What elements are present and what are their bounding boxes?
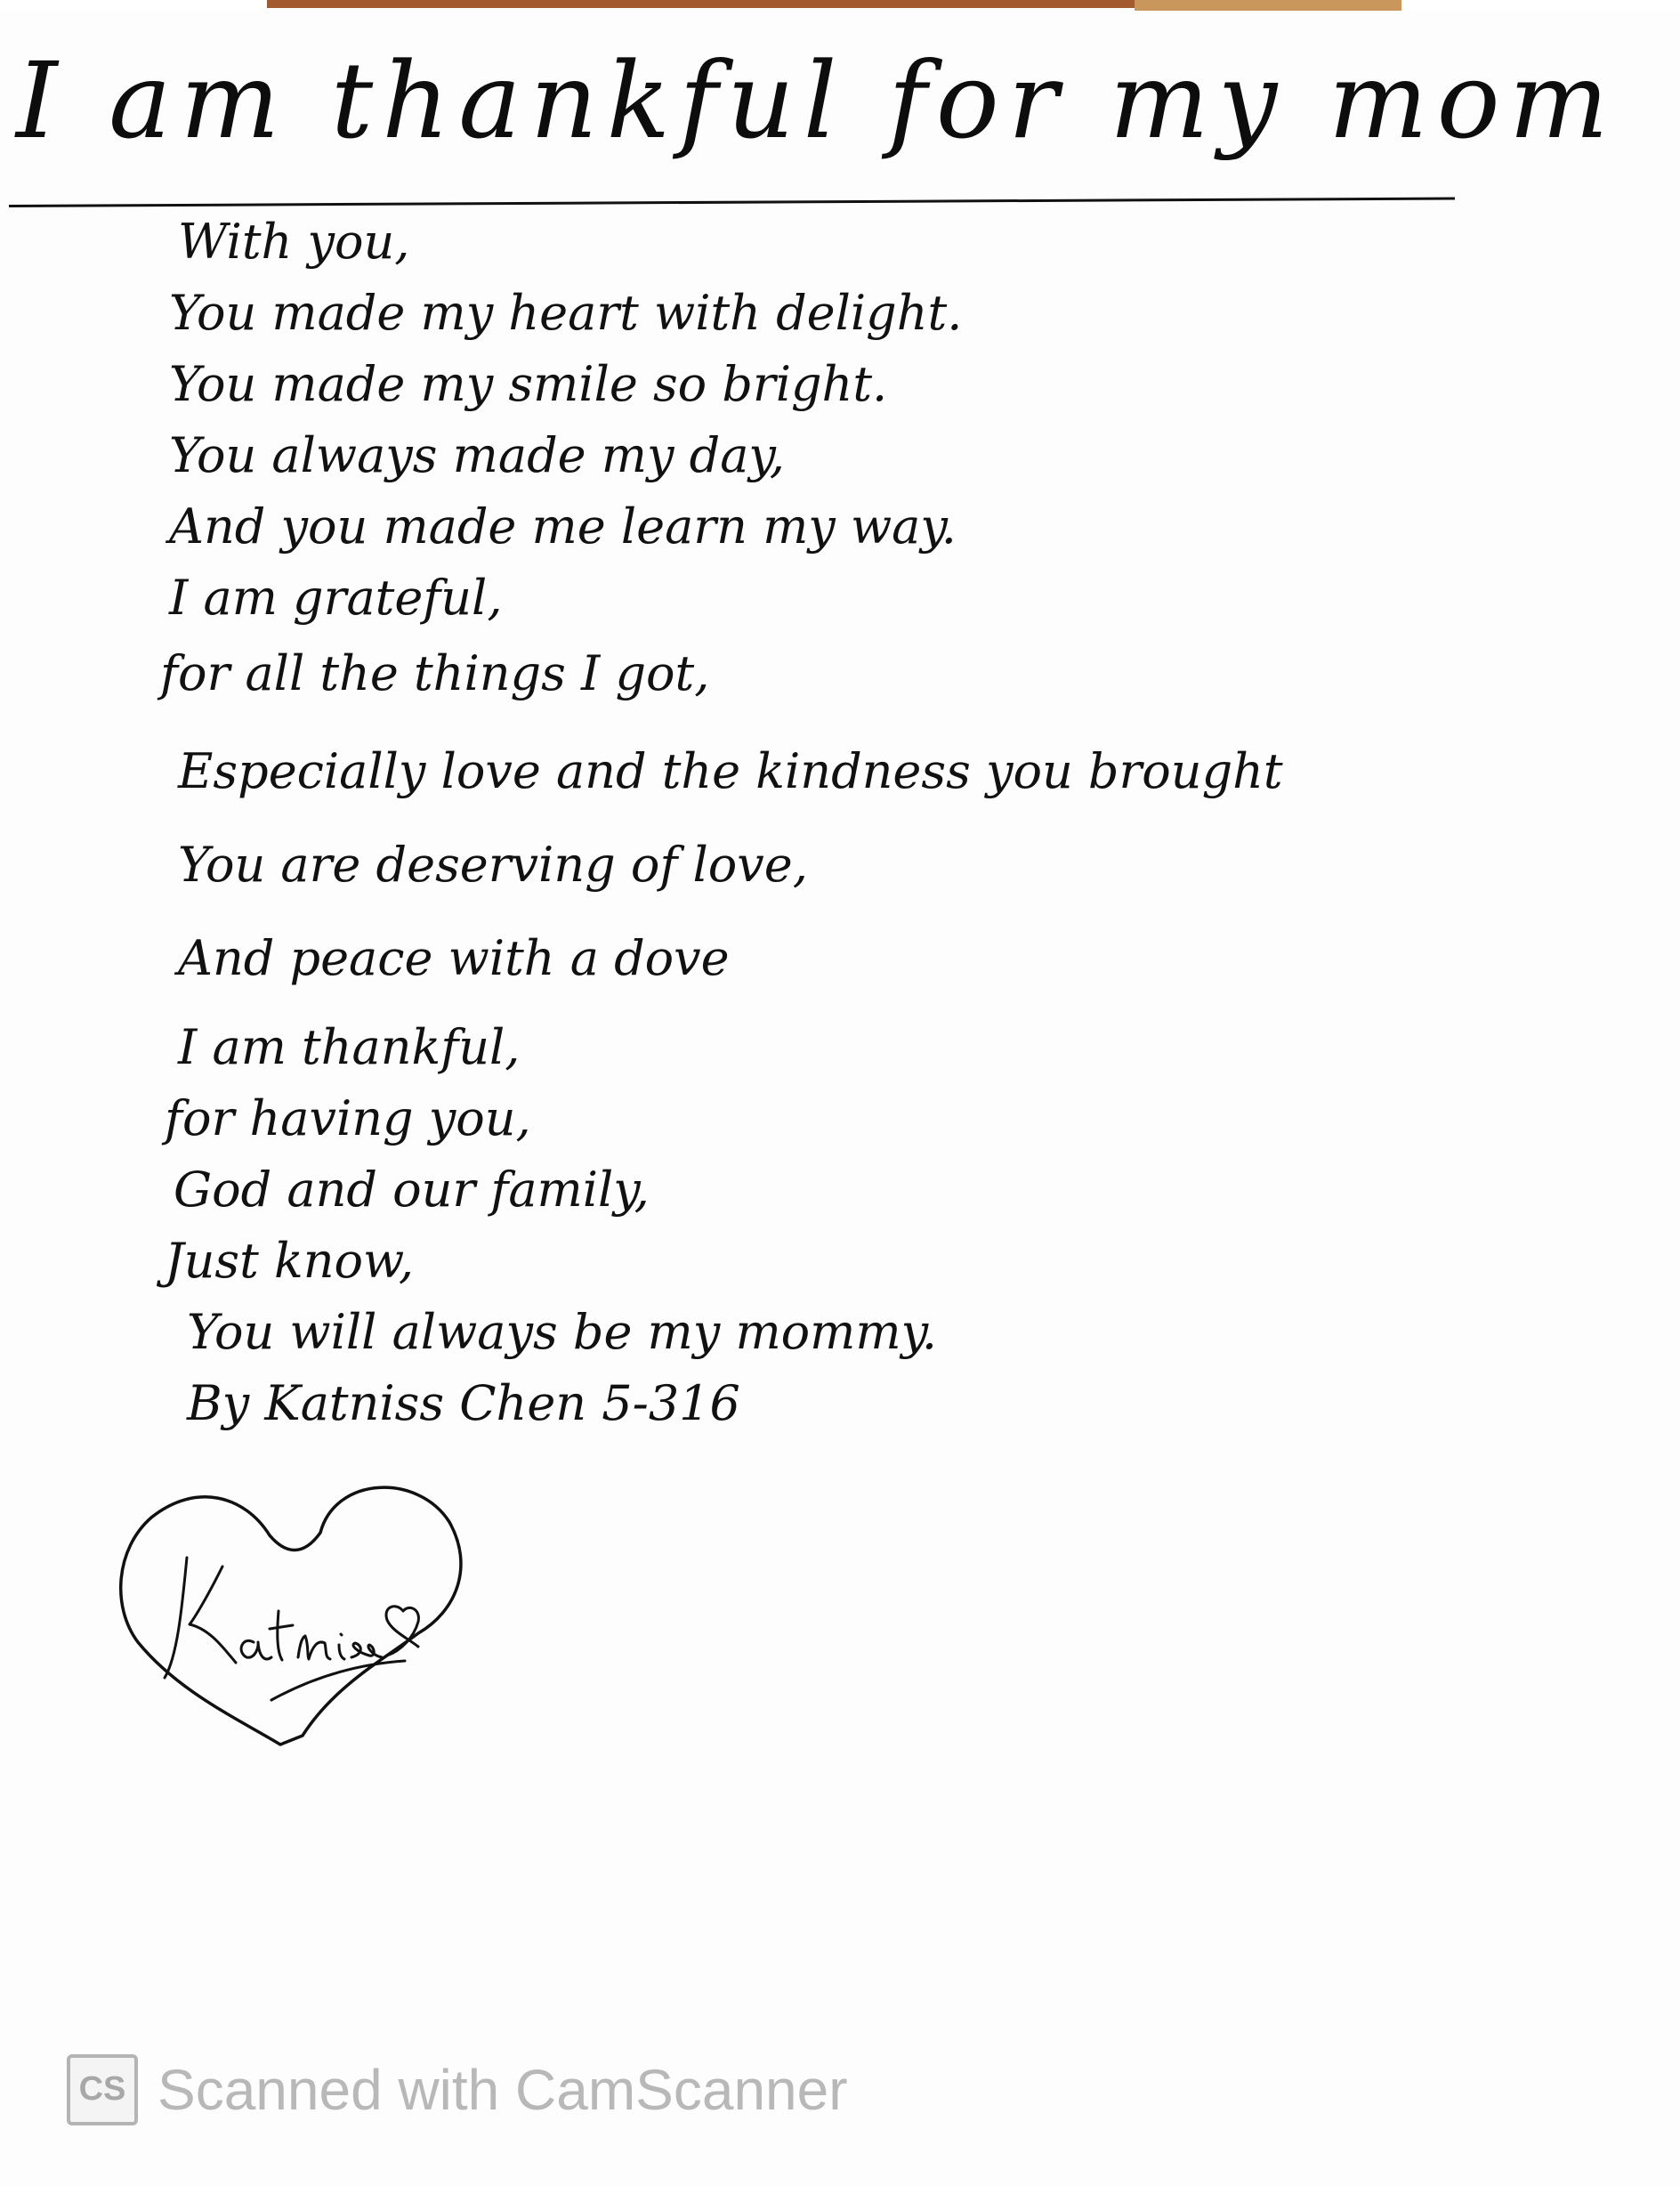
- signature: [165, 1558, 418, 1700]
- poem-title: I am thankful for my mom: [16, 39, 1618, 162]
- poem-line: You are deserving of love,: [178, 837, 808, 893]
- poem-line: You will always be my mommy.: [187, 1304, 938, 1360]
- camscanner-logo-icon: CS: [67, 2054, 138, 2125]
- poem-line: And peace with a dove: [178, 930, 730, 986]
- poem-line: God and our family,: [174, 1162, 650, 1218]
- paper-edge: [267, 0, 1135, 8]
- table-background: [1135, 0, 1401, 11]
- scan-top-edge: [0, 0, 1680, 11]
- poem-line: Just know,: [165, 1233, 414, 1289]
- camscanner-watermark: [67, 2052, 848, 2127]
- heart-signature-drawing: [111, 1469, 467, 1762]
- poem-line: Especially love and the kindness you brought: [178, 743, 1283, 799]
- poem-line: I am thankful,: [178, 1019, 521, 1075]
- poem-line: And you made me learn my way.: [169, 498, 957, 555]
- poem-line: You made my heart with delight.: [169, 285, 963, 341]
- poem-line: for all the things I got,: [160, 645, 710, 701]
- poem-line: You made my smile so bright.: [169, 356, 888, 412]
- poem-line: You always made my day,: [169, 427, 785, 483]
- poem-line: for having you,: [165, 1090, 531, 1146]
- poem-line: I am grateful,: [169, 570, 503, 626]
- poem-line: By Katniss Chen 5-316: [187, 1375, 740, 1431]
- title-underline: [9, 197, 1455, 207]
- camscanner-label: Scanned with CamScanner: [158, 2057, 848, 2122]
- heart-outline: [121, 1487, 461, 1745]
- poem-line: With you,: [178, 214, 410, 270]
